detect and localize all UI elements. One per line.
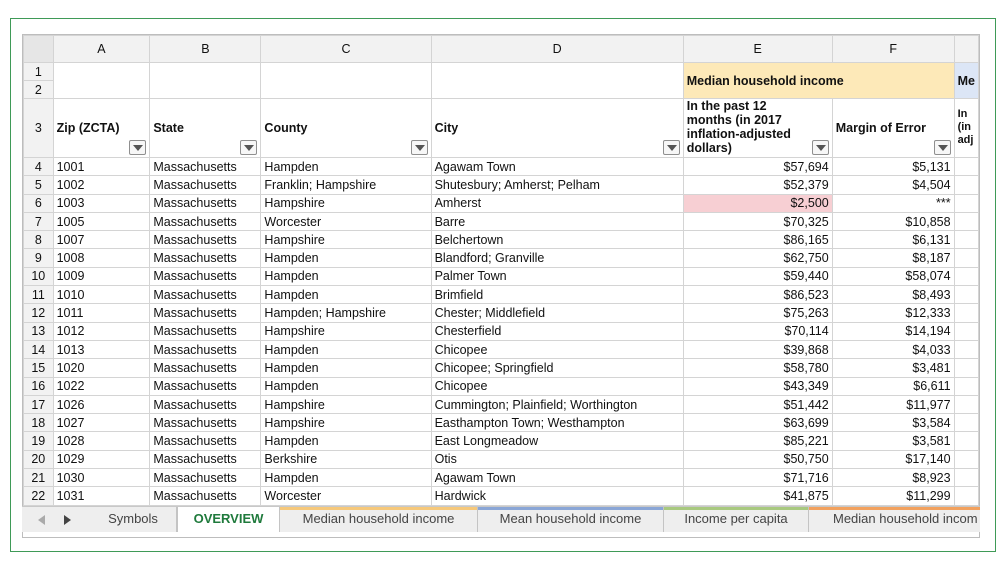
cell-county[interactable]: Hampden — [261, 267, 431, 285]
cell-county[interactable]: Hampden — [261, 432, 431, 450]
cell-income[interactable]: $50,750 — [683, 450, 832, 468]
cell-income[interactable]: $2,500 — [683, 194, 832, 212]
cell-state[interactable]: Massachusetts — [150, 286, 261, 304]
table-row — [24, 212, 979, 230]
cell-income[interactable]: $75,263 — [683, 304, 832, 322]
cell-state[interactable]: Massachusetts — [150, 231, 261, 249]
cell-income[interactable]: $41,875 — [683, 487, 832, 505]
cell-zip[interactable]: 1005 — [53, 212, 150, 230]
cell[interactable] — [954, 231, 978, 249]
cell-income[interactable]: $62,750 — [683, 249, 832, 267]
row-number[interactable]: 18 — [24, 414, 54, 432]
worksheet-table — [23, 35, 979, 506]
row-number[interactable]: 15 — [24, 359, 54, 377]
row-number[interactable]: 16 — [24, 377, 54, 395]
cell-margin[interactable]: *** — [832, 194, 954, 212]
row-number[interactable]: 11 — [24, 286, 54, 304]
table-row — [24, 432, 979, 450]
cell-county[interactable]: Hampshire — [261, 322, 431, 340]
cell-state[interactable]: Massachusetts — [150, 432, 261, 450]
cell[interactable] — [954, 286, 978, 304]
cell-income[interactable]: $57,694 — [683, 158, 832, 176]
header-state[interactable] — [150, 99, 261, 158]
table-row — [24, 249, 979, 267]
cell-margin[interactable]: $3,481 — [832, 359, 954, 377]
cell-city[interactable]: Shutesbury; Amherst; Pelham — [431, 176, 683, 194]
row-number[interactable]: 6 — [24, 194, 54, 212]
tab-median-household-income[interactable] — [280, 507, 478, 532]
cell-county[interactable]: Hampden — [261, 469, 431, 487]
tab-label: Symbols — [108, 511, 158, 526]
cell[interactable] — [954, 377, 978, 395]
cell[interactable] — [954, 267, 978, 285]
cell-state[interactable]: Massachusetts — [150, 414, 261, 432]
row-number[interactable]: 5 — [24, 176, 54, 194]
row-number[interactable]: 13 — [24, 322, 54, 340]
cell-county[interactable]: Hampden — [261, 340, 431, 358]
row-number[interactable]: 8 — [24, 231, 54, 249]
header-city[interactable] — [431, 99, 683, 158]
cell-state[interactable]: Massachusetts — [150, 450, 261, 468]
cell-state[interactable]: Massachusetts — [150, 395, 261, 413]
cell-state[interactable]: Massachusetts — [150, 340, 261, 358]
group-header-cut[interactable]: Me — [954, 63, 978, 99]
cell[interactable] — [261, 63, 431, 99]
cell-state[interactable]: Massachusetts — [150, 249, 261, 267]
cell-city[interactable]: Chicopee — [431, 340, 683, 358]
column-header-g[interactable] — [954, 36, 978, 63]
scroll-tabs-right-icon[interactable] — [60, 513, 74, 527]
cell-city[interactable]: Agawam Town — [431, 469, 683, 487]
row-number[interactable]: 1 — [24, 63, 54, 81]
header-zip-label: Zip (ZCTA) — [56, 121, 120, 135]
column-header-d[interactable]: D — [431, 36, 683, 63]
cell[interactable] — [954, 469, 978, 487]
tab-color-strip — [664, 507, 808, 510]
sheet-tab-bar — [22, 506, 980, 532]
cell-margin[interactable]: $8,493 — [832, 286, 954, 304]
cell[interactable] — [954, 340, 978, 358]
cell-city[interactable]: Brimfield — [431, 286, 683, 304]
header-zip[interactable] — [53, 99, 150, 158]
cell-county[interactable]: Hampshire — [261, 414, 431, 432]
cell-margin[interactable]: $58,074 — [832, 267, 954, 285]
cell-city[interactable]: East Longmeadow — [431, 432, 683, 450]
cell-income[interactable]: $63,699 — [683, 414, 832, 432]
header-margin[interactable] — [832, 99, 954, 158]
cell-county[interactable]: Worcester — [261, 487, 431, 505]
table-row — [24, 286, 979, 304]
cell-income[interactable]: $86,165 — [683, 231, 832, 249]
tab-income-per-capita[interactable] — [664, 507, 809, 532]
cell[interactable] — [431, 63, 683, 99]
cell-margin[interactable]: $4,033 — [832, 340, 954, 358]
table-row — [24, 395, 979, 413]
cell-county[interactable]: Hampshire — [261, 395, 431, 413]
table-row — [24, 158, 979, 176]
cell-state[interactable]: Massachusetts — [150, 469, 261, 487]
cell-city[interactable]: Belchertown — [431, 231, 683, 249]
header-county-label: County — [264, 121, 308, 135]
cell-zip[interactable]: 1013 — [53, 340, 150, 358]
cell-county[interactable]: Hampden — [261, 359, 431, 377]
cell-city[interactable]: Amherst — [431, 194, 683, 212]
tab-label: Median household incom — [833, 511, 978, 526]
filter-dropdown-icon[interactable] — [411, 140, 428, 155]
cell-zip[interactable]: 1031 — [53, 487, 150, 505]
cell-income[interactable]: $43,349 — [683, 377, 832, 395]
cell-county[interactable]: Hampden — [261, 286, 431, 304]
tab-overview[interactable] — [177, 507, 280, 532]
tab-color-strip — [280, 507, 477, 510]
cell-city[interactable]: Palmer Town — [431, 267, 683, 285]
cell-margin[interactable]: $6,611 — [832, 377, 954, 395]
column-header-c[interactable]: C — [261, 36, 431, 63]
cell-county[interactable]: Hampden — [261, 377, 431, 395]
table-row — [24, 176, 979, 194]
cell[interactable] — [954, 194, 978, 212]
row-number[interactable]: 19 — [24, 432, 54, 450]
cell-zip[interactable]: 1012 — [53, 322, 150, 340]
cell[interactable] — [954, 395, 978, 413]
cell-income[interactable]: $59,440 — [683, 267, 832, 285]
row-number[interactable]: 9 — [24, 249, 54, 267]
cell-margin[interactable]: $4,504 — [832, 176, 954, 194]
tab-color-strip — [90, 507, 176, 510]
tab-symbols[interactable] — [90, 507, 177, 532]
cell-state[interactable]: Massachusetts — [150, 304, 261, 322]
filter-dropdown-icon[interactable] — [240, 140, 257, 155]
row-number[interactable]: 3 — [24, 99, 54, 158]
cell-income[interactable]: $85,221 — [683, 432, 832, 450]
cell[interactable] — [954, 359, 978, 377]
tab-label: Income per capita — [684, 511, 788, 526]
table-row — [24, 267, 979, 285]
cell-margin[interactable]: $12,333 — [832, 304, 954, 322]
cell-income[interactable]: $51,442 — [683, 395, 832, 413]
cell-margin[interactable]: $8,923 — [832, 469, 954, 487]
table-row — [24, 450, 979, 468]
cell-state[interactable]: Massachusetts — [150, 212, 261, 230]
tab-label: OVERVIEW — [193, 511, 264, 526]
row-number[interactable]: 21 — [24, 469, 54, 487]
cell-margin[interactable]: $11,299 — [832, 487, 954, 505]
cell-state[interactable]: Massachusetts — [150, 158, 261, 176]
table-row — [24, 359, 979, 377]
cell-zip[interactable]: 1003 — [53, 194, 150, 212]
column-header-b[interactable]: B — [150, 36, 261, 63]
table-row — [24, 322, 979, 340]
cell-margin[interactable]: $14,194 — [832, 322, 954, 340]
cell-income[interactable]: $86,523 — [683, 286, 832, 304]
select-all-corner[interactable] — [24, 36, 54, 63]
cell-zip[interactable]: 1020 — [53, 359, 150, 377]
cell-zip[interactable]: 1027 — [53, 414, 150, 432]
cell-zip[interactable]: 1010 — [53, 286, 150, 304]
cell-margin[interactable]: $5,131 — [832, 158, 954, 176]
header-margin-label: Margin of Error — [835, 121, 927, 135]
row-number[interactable]: 17 — [24, 395, 54, 413]
cell-margin[interactable]: $6,131 — [832, 231, 954, 249]
column-header-f[interactable]: F — [832, 36, 954, 63]
tab-median-household-income-2[interactable] — [809, 507, 980, 532]
header-income-label: In the past 12 months (in 2017 inflation-adjusted dollars) — [686, 99, 791, 155]
table-row — [24, 377, 979, 395]
cell-margin[interactable]: $17,140 — [832, 450, 954, 468]
cell[interactable] — [954, 322, 978, 340]
cell-margin[interactable]: $8,187 — [832, 249, 954, 267]
cell[interactable] — [954, 487, 978, 505]
filter-dropdown-icon[interactable] — [129, 140, 146, 155]
filter-dropdown-icon[interactable] — [812, 140, 829, 155]
header-state-label: State — [153, 121, 184, 135]
cell-city[interactable]: Agawam Town — [431, 158, 683, 176]
filter-dropdown-icon[interactable] — [934, 140, 951, 155]
tab-label: Median household income — [302, 511, 455, 526]
row-number[interactable]: 14 — [24, 340, 54, 358]
column-header-e[interactable]: E — [683, 36, 832, 63]
tab-label: Mean household income — [499, 511, 642, 526]
header-cut[interactable]: In (in adj — [954, 99, 978, 158]
cell-zip[interactable]: 1026 — [53, 395, 150, 413]
cell-county[interactable]: Hampshire — [261, 231, 431, 249]
cell-zip[interactable]: 1022 — [53, 377, 150, 395]
table-row — [24, 231, 979, 249]
header-county[interactable] — [261, 99, 431, 158]
cell-zip[interactable]: 1001 — [53, 158, 150, 176]
cell-county[interactable]: Hampden; Hampshire — [261, 304, 431, 322]
cell-state[interactable]: Massachusetts — [150, 377, 261, 395]
table-row — [24, 194, 979, 212]
tab-mean-household-income[interactable] — [478, 507, 664, 532]
cell-city[interactable]: Hardwick — [431, 487, 683, 505]
cell[interactable] — [954, 212, 978, 230]
cell-state[interactable]: Massachusetts — [150, 194, 261, 212]
table-row — [24, 487, 979, 505]
cell[interactable] — [954, 304, 978, 322]
cell-county[interactable]: Hampden — [261, 158, 431, 176]
cell-city[interactable]: Otis — [431, 450, 683, 468]
cell-state[interactable]: Massachusetts — [150, 487, 261, 505]
cell-city[interactable]: Barre — [431, 212, 683, 230]
cell-income[interactable]: $52,379 — [683, 176, 832, 194]
row-number[interactable]: 4 — [24, 158, 54, 176]
cell[interactable] — [954, 450, 978, 468]
header-income[interactable] — [683, 99, 832, 158]
cell-city[interactable]: Cummington; Plainfield; Worthington — [431, 395, 683, 413]
spreadsheet-grid[interactable] — [22, 34, 980, 538]
cell-county[interactable]: Berkshire — [261, 450, 431, 468]
cell-income[interactable]: $70,325 — [683, 212, 832, 230]
cell-zip[interactable]: 1030 — [53, 469, 150, 487]
cell-county[interactable]: Worcester — [261, 212, 431, 230]
table-row — [24, 414, 979, 432]
cell-state[interactable]: Massachusetts — [150, 267, 261, 285]
cell-income[interactable]: $58,780 — [683, 359, 832, 377]
cell-income[interactable]: $70,114 — [683, 322, 832, 340]
cell[interactable] — [954, 432, 978, 450]
cell[interactable] — [150, 63, 261, 99]
row-number[interactable]: 10 — [24, 267, 54, 285]
cell-city[interactable]: Chicopee — [431, 377, 683, 395]
cell-zip[interactable]: 1008 — [53, 249, 150, 267]
cell-margin[interactable]: $3,584 — [832, 414, 954, 432]
column-header-a[interactable]: A — [53, 36, 150, 63]
cell-county[interactable]: Franklin; Hampshire — [261, 176, 431, 194]
table-row — [24, 340, 979, 358]
cell-margin[interactable]: $10,858 — [832, 212, 954, 230]
cell-zip[interactable]: 1007 — [53, 231, 150, 249]
group-header-median-income[interactable]: Median household income — [683, 63, 954, 99]
row-number[interactable]: 22 — [24, 487, 54, 505]
cell-state[interactable]: Massachusetts — [150, 176, 261, 194]
table-row — [24, 469, 979, 487]
cell-city[interactable]: Chicopee; Springfield — [431, 359, 683, 377]
cell-zip[interactable]: 1011 — [53, 304, 150, 322]
row-number[interactable]: 20 — [24, 450, 54, 468]
cell-state[interactable]: Massachusetts — [150, 359, 261, 377]
scroll-tabs-left-icon[interactable] — [36, 513, 50, 527]
tab-color-strip — [478, 507, 663, 510]
cell-zip[interactable]: 1029 — [53, 450, 150, 468]
cell-city[interactable]: Easthampton Town; Westhampton — [431, 414, 683, 432]
cell-city[interactable]: Chesterfield — [431, 322, 683, 340]
row-number[interactable]: 12 — [24, 304, 54, 322]
tab-color-strip — [809, 507, 980, 510]
cell-zip[interactable]: 1002 — [53, 176, 150, 194]
cell[interactable] — [954, 158, 978, 176]
cell-zip[interactable]: 1028 — [53, 432, 150, 450]
row-number[interactable]: 7 — [24, 212, 54, 230]
cell-city[interactable]: Blandford; Granville — [431, 249, 683, 267]
cell-state[interactable]: Massachusetts — [150, 322, 261, 340]
header-city-label: City — [434, 121, 459, 135]
cell-income[interactable]: $39,868 — [683, 340, 832, 358]
cell-zip[interactable]: 1009 — [53, 267, 150, 285]
row-number[interactable]: 2 — [24, 81, 54, 99]
cell-income[interactable]: $71,716 — [683, 469, 832, 487]
cell-margin[interactable]: $3,581 — [832, 432, 954, 450]
table-row — [24, 304, 979, 322]
cell-county[interactable]: Hampshire — [261, 194, 431, 212]
cell-county[interactable]: Hampden — [261, 249, 431, 267]
cell[interactable] — [53, 63, 150, 99]
filter-dropdown-icon[interactable] — [663, 140, 680, 155]
cell[interactable] — [954, 176, 978, 194]
cell[interactable] — [954, 249, 978, 267]
cell-margin[interactable]: $11,977 — [832, 395, 954, 413]
cell-city[interactable]: Chester; Middlefield — [431, 304, 683, 322]
cell[interactable] — [954, 414, 978, 432]
